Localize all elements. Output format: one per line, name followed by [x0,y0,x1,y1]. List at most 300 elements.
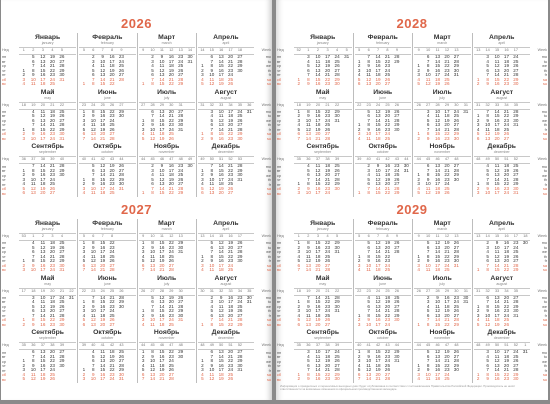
week-number: 28 [435,102,440,107]
day: 8 [307,371,310,377]
week-number: 12 [444,48,450,52]
day: 10 [150,249,156,255]
day-grid [19,296,76,328]
day: 4 [210,113,214,119]
day: 18 [109,349,115,355]
day: 19 [384,176,391,182]
day: 17 [494,312,500,318]
weekday-label: th [543,123,547,128]
day [521,82,530,87]
day: 3 [426,299,430,305]
day: 8 [426,131,430,137]
weekday-label: fr [268,182,271,187]
day-grid [414,55,471,87]
day: 11 [366,135,371,141]
week-number [342,234,352,240]
day: 27 [59,249,65,255]
day: 27 [453,244,459,250]
day: 3 [297,249,301,255]
week-number: 15 [494,48,500,52]
day: 23 [49,321,55,327]
day: 1 [141,117,145,123]
weekday-labels [277,274,292,329]
week-number: 37 [40,343,45,348]
day: 1 [141,240,145,245]
day: 2 [92,54,95,59]
week-number [402,343,411,349]
day: 20 [315,321,321,327]
day: 1 [476,267,480,273]
week-number: 5 [345,48,348,52]
day: 20 [159,371,165,377]
day: 11 [150,321,155,327]
day: 12 [209,81,215,87]
week-number: 26 [416,102,421,107]
day: 22 [324,240,331,245]
day: 13 [434,312,441,318]
month-name: Январь [310,34,336,41]
day: 14 [40,353,46,359]
day: 15 [315,76,321,82]
day: 1 [201,131,204,137]
week-number: 8 [386,48,389,52]
weekday-label: sa [542,318,547,323]
day: 14 [434,167,441,173]
day: 5 [367,299,370,305]
day: 2 [201,172,204,178]
day: 29 [59,358,65,364]
day: 17 [228,299,234,305]
day: 14 [315,294,321,300]
day: 17 [315,117,321,123]
week-number: 42 [100,157,105,162]
day: 5 [357,76,361,82]
day: 28 [394,308,400,314]
day: 2 [82,244,86,250]
day: 15 [100,367,106,373]
day: 24 [513,349,519,355]
day: 30 [334,81,340,87]
week-number: 27 [150,288,155,293]
month-name: Март [433,34,451,41]
day: 15 [315,181,321,187]
day: 24 [49,176,55,182]
day: 19 [444,240,450,245]
week-number: 36 [31,343,36,348]
day [452,377,461,382]
day: 25 [59,108,65,114]
day: 2 [297,244,301,250]
day: 25 [324,253,331,259]
weekday-label: пт [277,182,281,187]
year-block-2027 [1,200,272,385]
weekday-label: чт [2,309,6,314]
day: 4 [201,371,204,377]
weekday-list [256,350,271,382]
day: 24 [178,167,184,173]
month-name-en: june [103,281,111,286]
day: 20 [503,362,510,368]
day: 25 [334,58,340,64]
day: 13 [159,72,165,78]
weekday-label: fr [544,127,547,132]
day: 13 [40,249,46,255]
day: 23 [49,131,55,137]
day-grid [198,110,254,142]
day: 10 [209,72,215,78]
day: 24 [49,367,55,373]
day: 16 [375,353,381,359]
day: 10 [209,367,215,373]
month-grid [18,219,255,383]
week-number [521,103,530,109]
week-number: 8 [111,48,114,52]
day [57,82,67,87]
day [402,137,411,142]
day: 6 [307,67,310,73]
day: 21 [49,63,55,69]
day: 14 [494,367,500,373]
week-numbers [355,342,412,350]
month-name-en: july [439,95,445,100]
day: 29 [334,299,340,305]
weekday-label: пт [277,313,281,318]
week-numbers [79,47,135,55]
day: 29 [59,167,65,173]
day: 31 [118,185,124,191]
day: 3 [141,358,145,364]
day: 17 [494,122,500,128]
weekday-label: вт [2,355,6,360]
day: 7 [210,353,214,359]
day: 16 [100,371,106,377]
week-number: 40 [366,157,371,162]
day: 27 [168,262,174,268]
day: 30 [59,131,65,137]
weekday-label: su [266,137,271,141]
day: 20 [444,312,450,318]
day: 17 [40,267,46,273]
week-number: 22 [59,102,65,107]
day: 24 [444,72,450,78]
day [67,82,77,87]
day: 25 [228,181,234,187]
day: 9 [486,376,489,382]
day: 15 [40,67,46,73]
day-grid [198,296,254,328]
day: 29 [178,117,184,123]
day: 11 [209,76,215,82]
day-grid [79,55,135,87]
day: 16 [375,258,381,264]
day: 16 [315,244,321,250]
week-label: Week [537,157,547,162]
day: 14 [305,135,311,141]
week-number: 51 [219,157,224,162]
day: 30 [463,294,469,300]
day [176,377,185,382]
day: 7 [307,176,310,182]
day: 10 [366,67,372,73]
day: 24 [513,244,519,250]
day: 25 [503,317,510,323]
day: 1 [22,358,26,364]
day: 19 [100,126,106,132]
day: 9 [32,362,35,368]
day: 4 [426,113,430,119]
day: 16 [434,258,441,264]
day: 15 [434,253,441,259]
weekday-label: сб [2,132,7,137]
day: 14 [434,58,441,64]
day: 25 [384,72,391,78]
day: 4 [357,135,361,141]
day [235,268,244,273]
day: 22 [444,63,450,69]
weekday-column-right [532,219,547,383]
week-label: Нед [2,288,9,293]
week-number: 47 [444,343,450,348]
day: 9 [307,376,310,382]
day: 5 [22,376,26,382]
day: 19 [503,63,510,69]
day: 1 [201,63,204,69]
day: 10 [305,249,311,255]
day: 4 [297,253,301,259]
day: 14 [366,376,372,382]
day: 28 [513,72,519,78]
day: 18 [384,294,391,300]
day: 31 [453,262,459,268]
weekday-label: th [543,178,547,183]
week-number: 35 [513,102,519,107]
day: 5 [367,108,370,114]
week-number: 45 [426,343,431,348]
day: 6 [210,349,214,355]
day-grid [79,296,135,328]
day: 15 [100,81,106,87]
weekday-label: sa [266,263,271,268]
day: 20 [168,299,174,305]
month-june [77,88,136,143]
day [332,323,342,328]
day: 27 [324,131,331,137]
month-name: Март [158,34,176,41]
day: 27 [178,108,184,114]
week-numbers [139,156,195,164]
day: 28 [109,135,115,141]
weekday-column-left [2,33,17,197]
day: 7 [151,303,154,309]
day: 10 [366,131,372,137]
day: 10 [100,58,106,64]
day: 20 [168,72,174,78]
weekday-list [532,110,547,142]
day: 23 [384,317,391,323]
day: 12 [218,308,224,314]
day: 16 [40,172,46,178]
day: 17 [503,244,510,250]
day: 16 [494,81,500,87]
weekday-label: fr [268,313,271,318]
day: 13 [218,312,224,318]
weekday-label: ср [277,118,282,123]
week-number: 33 [494,102,500,107]
day: 30 [513,81,519,87]
day: 12 [90,258,96,264]
week-number: 49 [485,157,490,162]
week-number: 24 [100,288,105,293]
week-number: 27 [426,288,431,293]
day [185,323,194,328]
day: 17 [434,181,441,187]
day: 6 [357,371,361,377]
day: 28 [168,376,174,382]
day: 15 [375,312,381,318]
day: 20 [444,163,450,169]
day: 6 [141,262,145,268]
day: 4 [92,63,95,69]
day: 2 [297,303,301,309]
day: 7 [151,185,154,191]
week-number: 28 [159,288,165,293]
day: 27 [49,190,55,196]
day: 9 [426,135,430,141]
day: 1 [141,190,145,196]
day: 23 [49,262,55,268]
month-november [137,142,196,197]
day-grid [139,296,195,328]
day: 10 [434,108,441,114]
weekday-list [532,350,547,382]
day: 10 [159,167,165,173]
week-number [126,103,135,109]
day: 20 [324,362,331,368]
day: 2 [22,362,26,368]
day: 18 [503,249,510,255]
weekday-label: вс [277,137,281,141]
weekday-label: tu [543,114,547,119]
day: 30 [453,67,459,73]
day: 27 [109,131,115,137]
day: 9 [426,176,430,182]
day: 30 [513,185,519,191]
week-number [67,103,77,109]
week-number: 48 [476,343,481,348]
week-number: 18 [296,102,301,107]
day: 20 [228,54,234,59]
week-number: 41 [91,157,96,162]
day: 18 [324,163,331,169]
day: 18 [375,267,381,273]
day: 10 [305,117,311,123]
day: 20 [49,308,55,314]
day: 4 [367,294,370,300]
week-number: 49 [187,157,193,162]
day: 13 [375,113,381,119]
day: 29 [394,58,400,64]
month-name-en: june [379,95,387,100]
day: 11 [218,113,224,119]
weekday-label: пт [277,127,281,132]
day [452,82,461,87]
day: 31 [453,72,459,78]
day: 24 [334,349,340,355]
day: 17 [494,190,500,196]
day: 12 [305,126,311,132]
day: 11 [90,190,96,196]
week-number: 34 [504,288,509,293]
weekday-list [256,241,271,273]
day: 22 [503,76,510,82]
day: 29 [237,253,243,259]
day: 16 [494,185,500,191]
day: 26 [59,113,65,119]
weekday-label: fr [544,368,547,373]
week-number: 13 [454,48,459,52]
day: 19 [40,376,46,382]
weekday-label: ср [277,173,282,178]
day: 2 [82,371,86,377]
day: 5 [82,258,86,264]
week-label: Нед [277,234,284,238]
month-may [293,88,353,143]
day: 8 [32,258,35,264]
day: 12 [485,321,491,327]
day: 16 [218,172,224,178]
day: 13 [209,190,215,196]
day: 28 [453,249,459,255]
day: 3 [367,167,370,173]
month-name: Июль [432,88,452,96]
day: 13 [100,167,106,173]
day: 3 [417,72,420,78]
month-july [137,88,196,143]
day [126,268,135,273]
week-number: 44 [416,157,421,162]
weekday-label: вт [277,245,281,250]
day: 21 [503,108,510,114]
weekday-label: вс [2,377,6,382]
day: 18 [218,181,224,187]
weekday-label: пн [2,241,7,246]
month-october [77,142,136,197]
week-number: 33 [228,288,233,293]
day: 30 [59,321,65,327]
day: 6 [486,362,489,368]
week-number: 22 [81,288,87,293]
day: 14 [218,58,224,64]
week-number: 31 [476,288,481,293]
day: 31 [394,358,400,364]
day: 24 [394,167,400,173]
month-name-en: august [220,281,232,286]
day: 23 [503,81,510,87]
week-number: 7 [376,234,380,238]
day: 22 [109,176,115,182]
day [332,268,342,273]
week-number: 11 [435,48,440,52]
week-label: Нед [277,157,284,162]
month-name-en: may [44,281,52,286]
day: 27 [453,163,459,169]
day: 13 [366,371,372,377]
day: 10 [90,117,96,123]
day: 10 [494,54,500,59]
day: 12 [159,67,165,73]
week-number: 39 [334,343,340,348]
day: 6 [210,244,214,250]
